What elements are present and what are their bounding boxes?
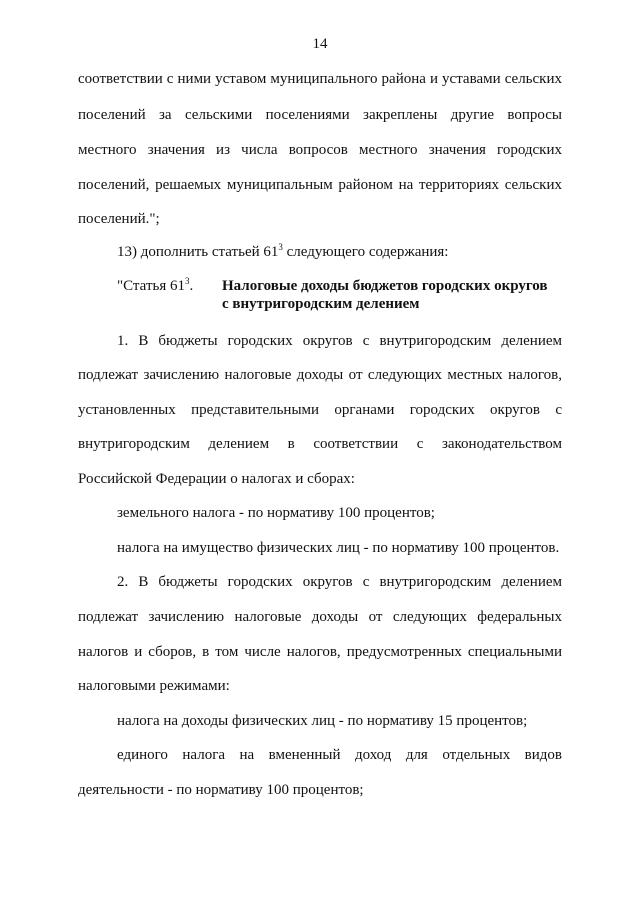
text-line: Российской Федерации о налогах и сборах:: [78, 471, 355, 487]
text-line: налоговыми режимами:: [78, 678, 230, 694]
article-title-line-2: с внутригородским делением: [222, 296, 420, 312]
list-item: налога на доходы физических лиц - по нормативу 15 процентов;: [117, 713, 528, 729]
article-label: "Статья $61^3$.: [117, 276, 194, 294]
text-line: подлежат зачислению налоговые доходы от следующих федеральных: [78, 609, 562, 625]
text-line: поселений, решаемых муниципальным районом на территориях сельских: [78, 177, 562, 193]
text-line: деятельности - по нормативу 100 процентов;: [78, 782, 364, 798]
item-13: 13) дополнить статьей $61^3$ следующего содержания:: [117, 242, 449, 260]
list-item: земельного налога - по нормативу 100 процентов;: [117, 505, 435, 521]
text-line: подлежат зачислению налоговые доходы от следующих местных налогов,: [78, 367, 562, 383]
text-line: поселений за сельскими поселениями закреплены другие вопросы: [78, 107, 562, 123]
text-line: 2. В бюджеты городских округов с внутригородским делением: [117, 574, 562, 590]
text-line: соответствии с ними уставом муниципального района и уставами сельских: [78, 71, 562, 87]
text-line: 1. В бюджеты городских округов с внутригородским делением: [117, 333, 562, 349]
article-title-line-1: Налоговые доходы бюджетов городских округов: [222, 278, 548, 294]
page-number: 14: [312, 36, 328, 52]
text-line: поселений.";: [78, 211, 160, 227]
text-line: налогов и сборов, в том числе налогов, предусмотренных специальными: [78, 644, 562, 660]
text-line: местного значения из числа вопросов местного значения городских: [78, 142, 562, 158]
text-line: внутригородским делением в соответствии с законодательством: [78, 436, 562, 452]
text-line: установленных представительными органами городских округов с: [78, 402, 562, 418]
list-item: налога на имущество физических лиц - по нормативу 100 процентов.: [117, 540, 560, 556]
list-item: единого налога на вмененный доход для отдельных видов: [117, 747, 562, 763]
